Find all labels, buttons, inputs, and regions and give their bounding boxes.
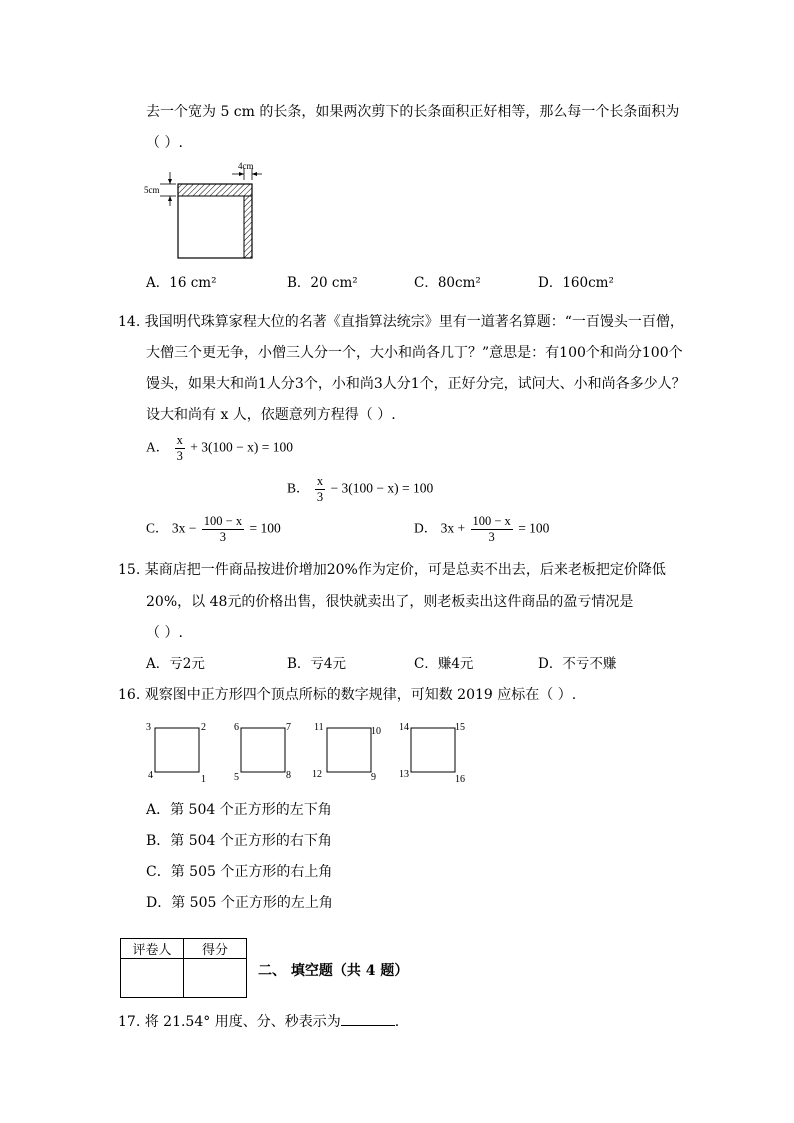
sq1-tr: 2 [201, 722, 206, 733]
square-3 [312, 722, 381, 783]
fig-label-5cm: 5cm [144, 185, 160, 195]
sq4-br: 16 [455, 774, 465, 784]
q13-option-c: C．80cm² [414, 275, 481, 291]
sq3-tr: 10 [371, 726, 381, 737]
q13-text-line-2: （ ）. [146, 135, 183, 151]
q15-text-line-2: 20%，以 48元的价格出售，很快就卖出了，则老板卖出这件商品的盈亏情况是 [146, 594, 634, 610]
sq1-br: 1 [201, 774, 206, 784]
q14-option-c: C． 3x − $\frac{100 - x}{3}$ = 100 [146, 514, 281, 544]
q14-option-a: A． $\frac{x}{3}$ + 3(100 − x) = 100 [146, 433, 293, 463]
q14-text-line-2: 大僧三个更无争，小僧三人分一个，大小和尚各几丁？”意思是：有100个和尚分100个 [146, 345, 683, 361]
q16-option-c: C．第 505 个正方形的右上角 [146, 864, 333, 880]
q14-option-b: B． $\frac{x}{3}$ − 3(100 − x) = 100 [287, 474, 434, 504]
q13-figure [140, 158, 270, 263]
hatched-top-strip [178, 184, 252, 196]
sq4-tl: 14 [399, 722, 409, 733]
q16-option-b: B．第 504 个正方形的右下角 [146, 833, 332, 849]
sq3-tl: 11 [314, 722, 324, 733]
q15-option-a: A．亏2元 [146, 656, 205, 672]
sq2-br: 8 [286, 770, 291, 781]
sq2-bl: 5 [234, 772, 239, 783]
q17-tail: . [394, 1014, 400, 1030]
q14-text-line-4: 设大和尚有 x 人，依题意列方程得（ ）. [146, 407, 396, 423]
score-table [120, 938, 247, 998]
sq1-tl: 3 [146, 722, 151, 733]
q17-line [118, 1012, 399, 1031]
q17-answer-blank[interactable] [341, 1012, 395, 1026]
q15-option-b: B．亏4元 [287, 656, 347, 672]
q15-option-c: C．赚4元 [414, 656, 474, 672]
score-cell-grader[interactable] [121, 959, 184, 998]
q13-option-b: B．20 cm² [287, 275, 358, 291]
hatched-right-strip [244, 196, 252, 258]
sq2-tl: 6 [234, 722, 239, 733]
q14-option-d: D． 3x + $\frac{100 - x}{3}$ = 100 [414, 514, 550, 544]
q14-text-line-1: 14. 我国明代珠算家程大位的名著《直指算法统宗》里有一道著名算题：“一百馒头一百僧， [118, 314, 684, 330]
q15-option-d: D．不亏不赚 [538, 656, 617, 672]
section-title: 二、 填空题（共 4 题） [258, 963, 409, 979]
q16-option-d: D．第 505 个正方形的左上角 [146, 895, 333, 911]
q16-squares-figure [145, 720, 475, 784]
q16-text-line-1: 16. 观察图中正方形四个顶点所标的数字规律，可知数 2019 应标在（ ）. [118, 687, 577, 703]
sq4-bl: 13 [399, 769, 409, 780]
sq2-tr: 7 [286, 722, 291, 733]
sq3-br: 9 [371, 772, 376, 783]
q14-text-line-3: 馒头，如果大和尚1人分3个，小和尚3人分1个，正好分完，试问大、小和尚各多少人？ [146, 376, 686, 392]
fig-label-4cm: 4cm [238, 161, 254, 171]
square-1 [146, 722, 206, 784]
q17-text: 17. 将 21.54° 用度、分、秒表示为 [118, 1014, 341, 1030]
sq1-bl: 4 [148, 770, 153, 781]
square-2 [234, 722, 291, 783]
score-header-score: 得分 [184, 939, 247, 959]
square-4 [399, 722, 465, 784]
q13-option-a: A．16 cm² [146, 275, 217, 291]
score-cell-score[interactable] [184, 959, 247, 998]
q13-text-line-1: 去一个宽为 5 cm 的长条，如果两次剪下的长条面积正好相等，那么每一个长条面积为 [146, 104, 680, 120]
q15-text-line-3: （ ）. [146, 625, 183, 641]
sq4-tr: 15 [455, 722, 465, 733]
score-header-grader: 评卷人 [121, 939, 184, 959]
q16-option-a: A．第 504 个正方形的左下角 [146, 802, 332, 818]
q15-text-line-1: 15. 某商店把一件商品按进价增加20%作为定价，可是总卖不出去，后来老板把定价降低 [118, 562, 666, 578]
sq3-bl: 12 [312, 769, 322, 780]
q13-option-d: D．160cm² [538, 275, 614, 291]
